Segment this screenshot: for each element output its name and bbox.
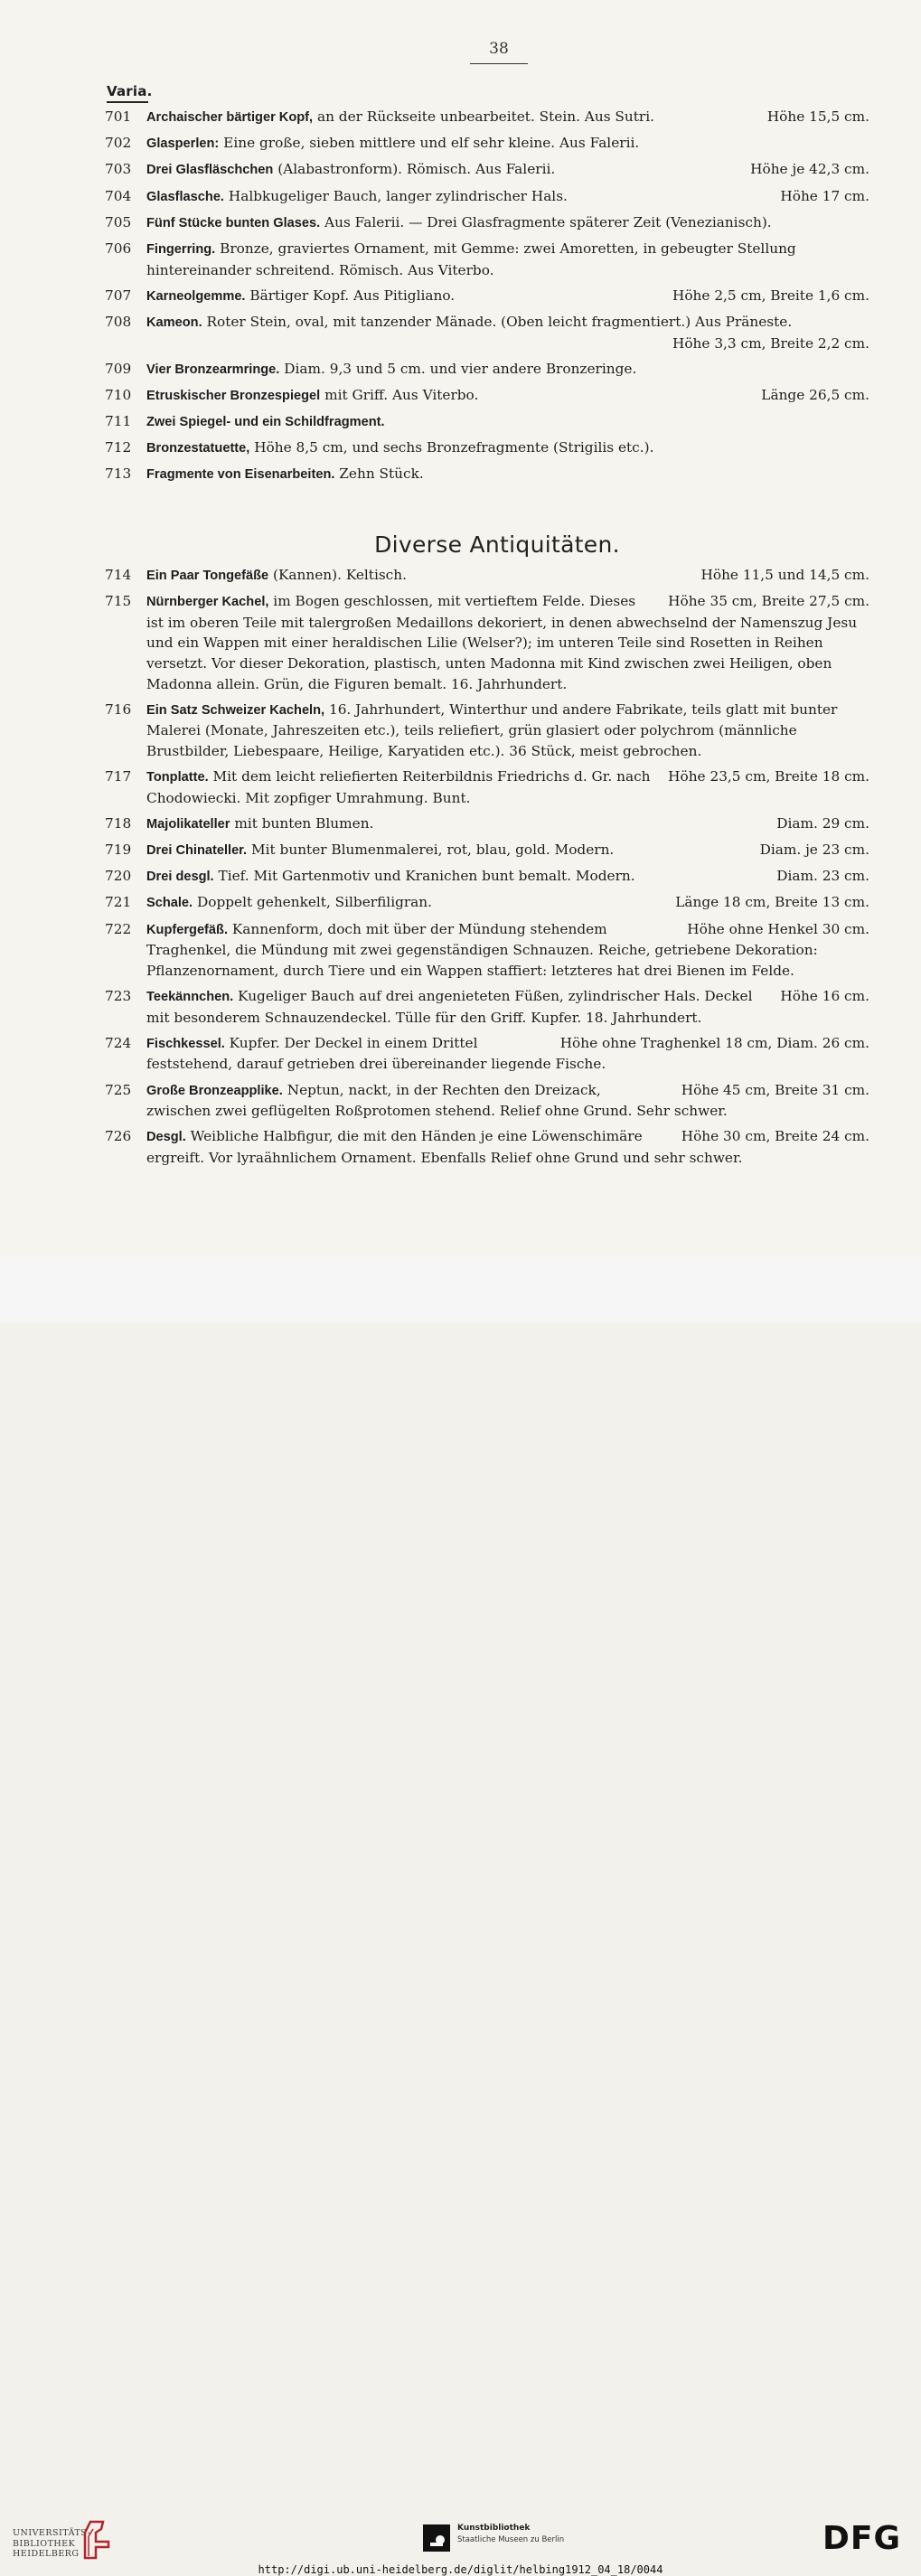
footer <box>0 1256 921 2576</box>
entry-measurement: Höhe je 42,3 cm. <box>750 161 869 178</box>
entry-number: 701 <box>105 108 132 125</box>
entry-number: 713 <box>105 465 132 483</box>
entry-body <box>146 286 869 307</box>
entry-description: Zehn Stück. <box>334 465 424 483</box>
page-url[interactable]: http://digi.ub.uni-heidelberg.de/diglit/helbing1912_04_18/0044 <box>258 2563 663 2576</box>
entry-body <box>146 1033 869 1075</box>
entry-body <box>146 892 869 914</box>
entry-body <box>146 359 869 381</box>
entry-title: Archaischer bärtiger Kopf, <box>146 110 314 125</box>
university-line: UNIVERSITÄTS- <box>13 2528 91 2538</box>
university-logo-icon <box>81 2520 112 2562</box>
entry-number: 706 <box>105 240 132 257</box>
entry-body <box>146 212 869 234</box>
page-number: 38 <box>489 40 509 58</box>
entry-title: Kupfergefäß. <box>146 922 228 937</box>
entry-body <box>146 385 869 407</box>
entry-body <box>146 919 869 982</box>
catalog-entry <box>105 437 869 459</box>
entry-body <box>146 766 869 808</box>
entry-description: (Alabastronform). Römisch. Aus Falerii. <box>273 161 556 178</box>
entry-description: Eine große, sieben mittlere und elf sehr kleine. Aus Falerii. <box>219 135 640 152</box>
entry-title: Kameon. <box>146 315 202 330</box>
entry-body <box>146 565 869 587</box>
entry-description: Doppelt gehenkelt, Silberfiligran. <box>193 894 433 911</box>
entry-title: Desgl. <box>146 1130 186 1145</box>
catalog-entry <box>105 1126 869 1168</box>
catalog-entry <box>105 385 869 407</box>
entry-measurement: Länge 18 cm, Breite 13 cm. <box>675 894 869 911</box>
catalog-entry <box>105 107 869 128</box>
entry-body <box>146 700 869 762</box>
entry-title: Teekännchen. <box>146 990 234 1005</box>
entry-body <box>146 239 869 280</box>
entry-title: Ein Paar Tongefäße <box>146 569 269 583</box>
kunstbibliothek-title: Kunstbibliothek <box>457 2524 531 2533</box>
entry-number: 704 <box>105 187 132 204</box>
entry-number: 714 <box>105 567 132 583</box>
university-line: HEIDELBERG <box>13 2549 80 2559</box>
entry-title: Nürnberger Kachel, <box>146 595 269 610</box>
catalog-entry <box>105 565 869 587</box>
entry-title: Glasperlen: <box>146 136 220 152</box>
university-line: BIBLIOTHEK <box>13 2538 76 2549</box>
catalog-entry <box>105 212 869 234</box>
entry-number: 720 <box>105 868 132 885</box>
entry-measurement: Höhe 2,5 cm, Breite 1,6 cm. <box>672 287 869 304</box>
entry-description: Weibliche Halbfigur, die mit den Händen je eine Löwenschimäre ergreift. Vor lyraähnlichem Ornament. Ebenfalls Relief ohne Grund und sehr schwer. <box>146 1128 743 1166</box>
catalog-entry <box>105 159 869 181</box>
entry-description: mit bunten Blumen. <box>230 814 374 832</box>
catalog-entry <box>105 312 869 353</box>
entry-number: 719 <box>105 841 132 859</box>
entry-description: im Bogen geschlossen, mit vertieftem Felde. Dieses ist im oberen Teile mit talergroßen Medaillons dekoriert, in denen abwechselnd der Namenszug Jesu und ein Wappen mit einer heraldischen Lilie (Welser?); im unteren Teile sind Rosetten in Reihen versetzt. Vor dieser Dekoration, plastisch, unten Madonna mit Kind zwischen zwei Heiligen, oben Madonna allein. Grün, die Figuren bemalt. 16. Jahrhundert. <box>146 593 858 692</box>
catalog-entry <box>105 766 869 808</box>
entry-body <box>146 312 869 353</box>
entry-title: Tonplatte. <box>146 770 209 785</box>
catalog-entry <box>105 1080 869 1122</box>
section-heading-rule <box>107 101 148 103</box>
entry-title: Majolikateller <box>146 816 230 832</box>
entry-measurement: Höhe 23,5 cm, Breite 18 cm. <box>668 768 869 785</box>
entry-description: Höhe 8,5 cm, und sechs Bronzefragmente (Strigilis etc.). <box>249 439 654 456</box>
entry-description: Aus Falerii. — Drei Glasfragmente späterer Zeit (Venezianisch). <box>320 213 772 230</box>
entry-description: an der Rückseite unbearbeitet. Stein. Aus Sutri. <box>313 108 654 125</box>
entry-description: mit Griff. Aus Viterbo. <box>320 386 479 403</box>
entry-body <box>146 866 869 888</box>
entry-body <box>146 464 869 485</box>
entry-number: 724 <box>105 1034 132 1051</box>
entry-description: Mit bunter Blumenmalerei, rot, blau, gold. Modern. <box>247 841 615 859</box>
catalog-entry <box>105 239 869 280</box>
entry-body <box>146 159 869 181</box>
entry-description: Kugeliger Bauch auf drei angenieteten Füßen, zylindrischer Hals. Deckel mit besonderem Schnauzendeckel. Tülle für den Griff. Kupfer. 18. Jahrhundert. <box>146 988 753 1026</box>
entry-body <box>146 813 869 835</box>
catalog-entry <box>105 359 869 381</box>
entry-number: 712 <box>105 439 132 456</box>
entry-measurement: Höhe 3,3 cm, Breite 2,2 cm. <box>672 334 869 352</box>
entry-body <box>146 591 869 694</box>
entry-measurement: Höhe 45 cm, Breite 31 cm. <box>681 1081 869 1098</box>
diverse-entries <box>105 565 869 1173</box>
entry-measurement: Diam. 29 cm. <box>776 814 869 832</box>
catalog-entry <box>105 813 869 835</box>
entry-title: Fingerring. <box>146 241 216 257</box>
page-number-rule <box>470 63 528 64</box>
entry-measurement: Höhe 16 cm. <box>780 988 869 1005</box>
entry-body <box>146 1080 869 1122</box>
entry-body <box>146 840 869 861</box>
catalog-entry <box>105 919 869 982</box>
entry-number: 703 <box>105 161 132 178</box>
entry-description: Halbkugeliger Bauch, langer zylindrischer Hals. <box>224 187 568 204</box>
entry-measurement: Länge 26,5 cm. <box>761 386 869 403</box>
university-library-name <box>13 2528 90 2560</box>
entry-description: 16. Jahrhundert, Winterthur und andere Fabrikate, teils glatt mit bunter Malerei (Monate, Jahreszeiten etc.), teils reliefiert, grün glasiert oder polychrom (männliche Brustbilder, Liebespaare, Heilige, Karyatiden etc.). 36 Stück, meist gebrochen. <box>146 700 838 759</box>
entry-body <box>146 411 869 433</box>
entry-number: 726 <box>105 1128 132 1145</box>
catalog-entry <box>105 700 869 762</box>
catalog-entry <box>105 133 869 155</box>
entry-body <box>146 437 869 459</box>
entry-measurement: Diam. 23 cm. <box>776 868 869 885</box>
catalog-entry <box>105 591 869 694</box>
entry-title: Glasflasche. <box>146 189 224 204</box>
entry-description: Bärtiger Kopf. Aus Pitigliano. <box>245 287 456 304</box>
entry-measurement: Höhe 15,5 cm. <box>766 108 869 125</box>
entry-description: (Kannen). Keltisch. <box>268 567 407 583</box>
section-heading-varia: Varia. <box>107 83 153 99</box>
entry-title: Vier Bronzearmringe. <box>146 362 280 377</box>
catalog-entry <box>105 1033 869 1075</box>
entry-title: Fragmente von Eisenarbeiten. <box>146 467 335 483</box>
entry-title: Drei Glasfläschchen <box>146 163 274 178</box>
entry-title: Karneolgemme. <box>146 288 246 304</box>
kunstbibliothek-subtitle: Staatliche Museen zu Berlin <box>457 2535 565 2544</box>
entry-number: 707 <box>105 287 132 304</box>
entry-number: 723 <box>105 988 132 1005</box>
dfg-logo: DFG <box>822 2520 902 2557</box>
entry-description: Bronze, graviertes Ornament, mit Gemme: zwei Amoretten, in gebeugter Stellung hintereinander schreitend. Römisch. Aus Viterbo. <box>146 240 796 278</box>
entry-title: Bronzestatuette, <box>146 441 250 456</box>
entry-measurement: Höhe 11,5 und 14,5 cm. <box>700 567 869 583</box>
entry-description: Roter Stein, oval, mit tanzender Mänade. (Oben leicht fragmentiert.) Aus Präneste. <box>202 313 793 330</box>
entry-body <box>146 133 869 155</box>
catalog-entry <box>105 464 869 485</box>
entry-measurement: Höhe 30 cm, Breite 24 cm. <box>681 1128 869 1145</box>
entry-title: Fünf Stücke bunten Glases. <box>146 215 321 230</box>
entry-number: 702 <box>105 135 132 152</box>
entry-body <box>146 186 869 208</box>
entry-measurement: Höhe 17 cm. <box>780 187 869 204</box>
entry-body <box>146 1126 869 1168</box>
catalog-entry <box>105 840 869 861</box>
entry-description: Tief. Mit Gartenmotiv und Kranichen bunt bemalt. Modern. <box>213 868 635 885</box>
varia-entries <box>105 107 869 491</box>
entry-number: 708 <box>105 313 132 330</box>
catalog-page <box>0 0 921 1256</box>
catalog-entry <box>105 186 869 208</box>
entry-measurement: Höhe ohne Traghenkel 18 cm, Diam. 26 cm. <box>559 1034 869 1051</box>
entry-title: Schale. <box>146 896 193 911</box>
entry-title: Große Bronzeapplike. <box>146 1083 283 1098</box>
entry-body <box>146 107 869 128</box>
entry-number: 716 <box>105 700 132 718</box>
entry-description: Neptun, nackt, in der Rechten den Dreizack, zwischen zwei geflügelten Roßprotomen stehend. Relief ohne Grund. Sehr schwer. <box>146 1081 728 1120</box>
entry-number: 717 <box>105 768 132 785</box>
kunstbibliothek-logo-icon <box>423 2524 450 2552</box>
catalog-entry <box>105 286 869 307</box>
entry-title: Zwei Spiegel- und ein Schildfragment. <box>146 415 385 430</box>
entry-number: 711 <box>105 413 132 430</box>
entry-measurement: Höhe ohne Henkel 30 cm. <box>687 920 869 937</box>
entry-description: Diam. 9,3 und 5 cm. und vier andere Bronzeringe. <box>279 360 637 377</box>
entry-description: Kannenform, doch mit über der Mündung stehendem Traghenkel, die Mündung mit zwei gegenständigen Schnauzen. Reiche, getriebene Dekoration: Pflanzenornament, durch Tiere und ein Wappen staffiert: letzteres hat drei Bienen im Felde. <box>146 920 818 979</box>
entry-number: 725 <box>105 1081 132 1098</box>
catalog-entry <box>105 892 869 914</box>
catalog-entry <box>105 986 869 1028</box>
section-title-diverse: Diverse Antiquitäten. <box>374 531 620 558</box>
entry-title: Drei desgl. <box>146 870 214 885</box>
entry-title: Drei Chinateller. <box>146 843 248 859</box>
entry-title: Fischkessel. <box>146 1036 225 1051</box>
entry-number: 705 <box>105 213 132 230</box>
entry-number: 722 <box>105 920 132 937</box>
entry-number: 715 <box>105 593 132 610</box>
entry-number: 709 <box>105 360 132 377</box>
entry-measurement: Höhe 35 cm, Breite 27,5 cm. <box>668 593 869 610</box>
catalog-entry <box>105 866 869 888</box>
entry-number: 718 <box>105 814 132 832</box>
entry-body <box>146 986 869 1028</box>
entry-title: Etruskischer Bronzespiegel <box>146 388 321 403</box>
entry-description: Mit dem leicht reliefierten Reiterbildnis Friedrichs d. Gr. nach Chodowiecki. Mit zopfiger Umrahmung. Bunt. <box>146 768 651 806</box>
entry-number: 710 <box>105 386 132 403</box>
entry-description: Kupfer. Der Deckel in einem Drittel feststehend, darauf getrieben drei übereinander liegende Fische. <box>146 1034 606 1073</box>
catalog-entry <box>105 411 869 433</box>
entry-number: 721 <box>105 894 132 911</box>
entry-measurement: Diam. je 23 cm. <box>759 841 869 859</box>
entry-title: Ein Satz Schweizer Kacheln, <box>146 702 325 718</box>
